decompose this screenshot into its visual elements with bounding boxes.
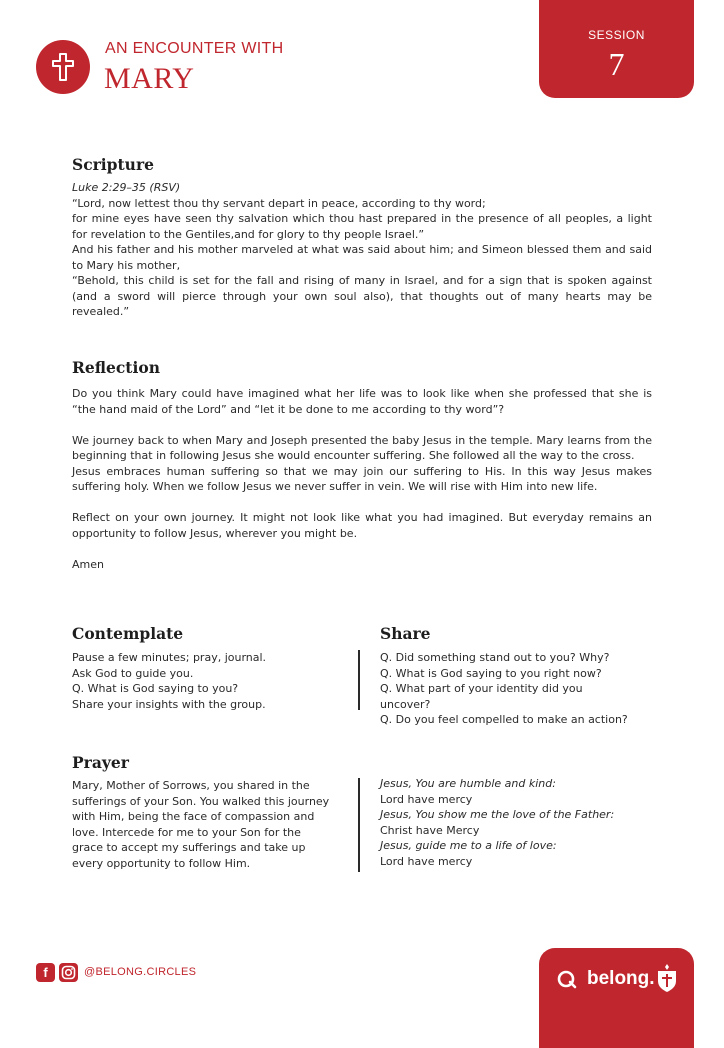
belong-logo-icon <box>556 969 578 991</box>
crest-icon <box>656 963 678 993</box>
share-question: Q. What part of your identity did you uncover? <box>380 682 583 711</box>
session-number: 7 <box>608 46 625 82</box>
contemplate-line: Share your insights with the group. <box>72 697 266 711</box>
facebook-icon[interactable]: f <box>36 963 55 982</box>
reflection-paragraph: Reflect on your own journey. It might not look like what you had imagined. But everyday remains an opportunity to follow Jesus, wherever you might be. <box>72 511 652 540</box>
contemplate-line: Ask God to guide you. <box>72 666 194 680</box>
share-question: Q. Do you feel compelled to make an action? <box>380 713 628 726</box>
contemplate-list <box>72 650 342 712</box>
scripture-text <box>72 180 652 320</box>
page-title: MARY <box>104 62 195 95</box>
litany-response: Christ have Mercy <box>380 823 480 837</box>
scripture-paragraph: “Behold, this child is set for the fall and rising of many in Israel, and for a sign that is spoken against (and a sword will pierce through your own soul also), that thoughts out of many hearts may be revealed.” <box>72 274 652 318</box>
prayer-heading: Prayer <box>72 753 129 772</box>
contemplate-line: Q. What is God saying to you? <box>72 682 239 695</box>
scripture-heading: Scripture <box>72 155 154 174</box>
header-cross-logo <box>36 40 90 94</box>
scripture-paragraph: for mine eyes have seen thy salvation which thou hast prepared in the presence of all peoples, a light for revelation to the Gentiles,and for glory to thy people Israel.” <box>72 212 652 241</box>
reflection-paragraph: We journey back to when Mary and Joseph presented the baby Jesus in the temple. Mary learns from the beginning that in following Jesus she would encounter suffering. She followed all the way to the cross. <box>72 433 652 462</box>
litany-response: Lord have mercy <box>380 854 473 868</box>
reflection-text <box>72 386 652 572</box>
reflection-paragraph: Jesus embraces human suffering so that we may join our suffering to His. In this way Jesus makes suffering holy. When we follow Jesus we never suffer in vein. We will rise with Him into new life. <box>72 464 652 493</box>
social-handle[interactable]: @BELONG.CIRCLES <box>84 966 197 978</box>
share-question: Q. What is God saying to you right now? <box>380 666 602 680</box>
instagram-glyph-icon <box>61 965 76 980</box>
session-badge <box>539 0 694 98</box>
session-label: SESSION <box>588 28 645 42</box>
reflection-paragraph: Do you think Mary could have imagined what her life was to look like when she professed that she is “the hand maid of the Lord” and “let it be done to me according to thy word”? <box>72 387 652 416</box>
share-list <box>380 650 650 728</box>
litany-response: Lord have mercy <box>380 792 473 806</box>
prayer-text: Mary, Mother of Sorrows, you shared in the sufferings of your Son. You walked this journey with Him, being the face of compassion and love. Intercede for me to your Son for the grace to accept my sufferings and take up every opportunity to follow Him. <box>72 779 330 870</box>
footer-brand-tab <box>539 948 694 1048</box>
reflection-amen: Amen <box>72 557 104 571</box>
scripture-paragraph: And his father and his mother marveled at what was said about him; and Simeon blessed them and said to Mary his mother, <box>72 243 652 272</box>
litany-call: Jesus, You show me the love of the Father: <box>380 808 615 821</box>
share-heading: Share <box>380 624 431 643</box>
cross-icon <box>48 51 78 83</box>
litany-call: Jesus, guide me to a life of love: <box>380 839 557 852</box>
reflection-heading: Reflection <box>72 358 160 377</box>
brand-name: belong. <box>587 968 655 989</box>
share-question: Q. Did something stand out to you? Why? <box>380 651 610 664</box>
scripture-reference: Luke 2:29–35 (RSV) <box>72 181 181 194</box>
header-subtitle: AN ENCOUNTER WITH <box>105 40 284 57</box>
contemplate-heading: Contemplate <box>72 624 184 643</box>
scripture-paragraph: “Lord, now lettest thou thy servant depart in peace, according to thy word; <box>72 196 486 210</box>
instagram-icon[interactable] <box>59 963 78 982</box>
contemplate-line: Pause a few minutes; pray, journal. <box>72 651 267 664</box>
share-divider <box>358 650 360 710</box>
prayer-divider <box>358 778 360 872</box>
litany-call: Jesus, You are humble and kind: <box>380 777 556 790</box>
prayer-litany <box>380 776 670 869</box>
